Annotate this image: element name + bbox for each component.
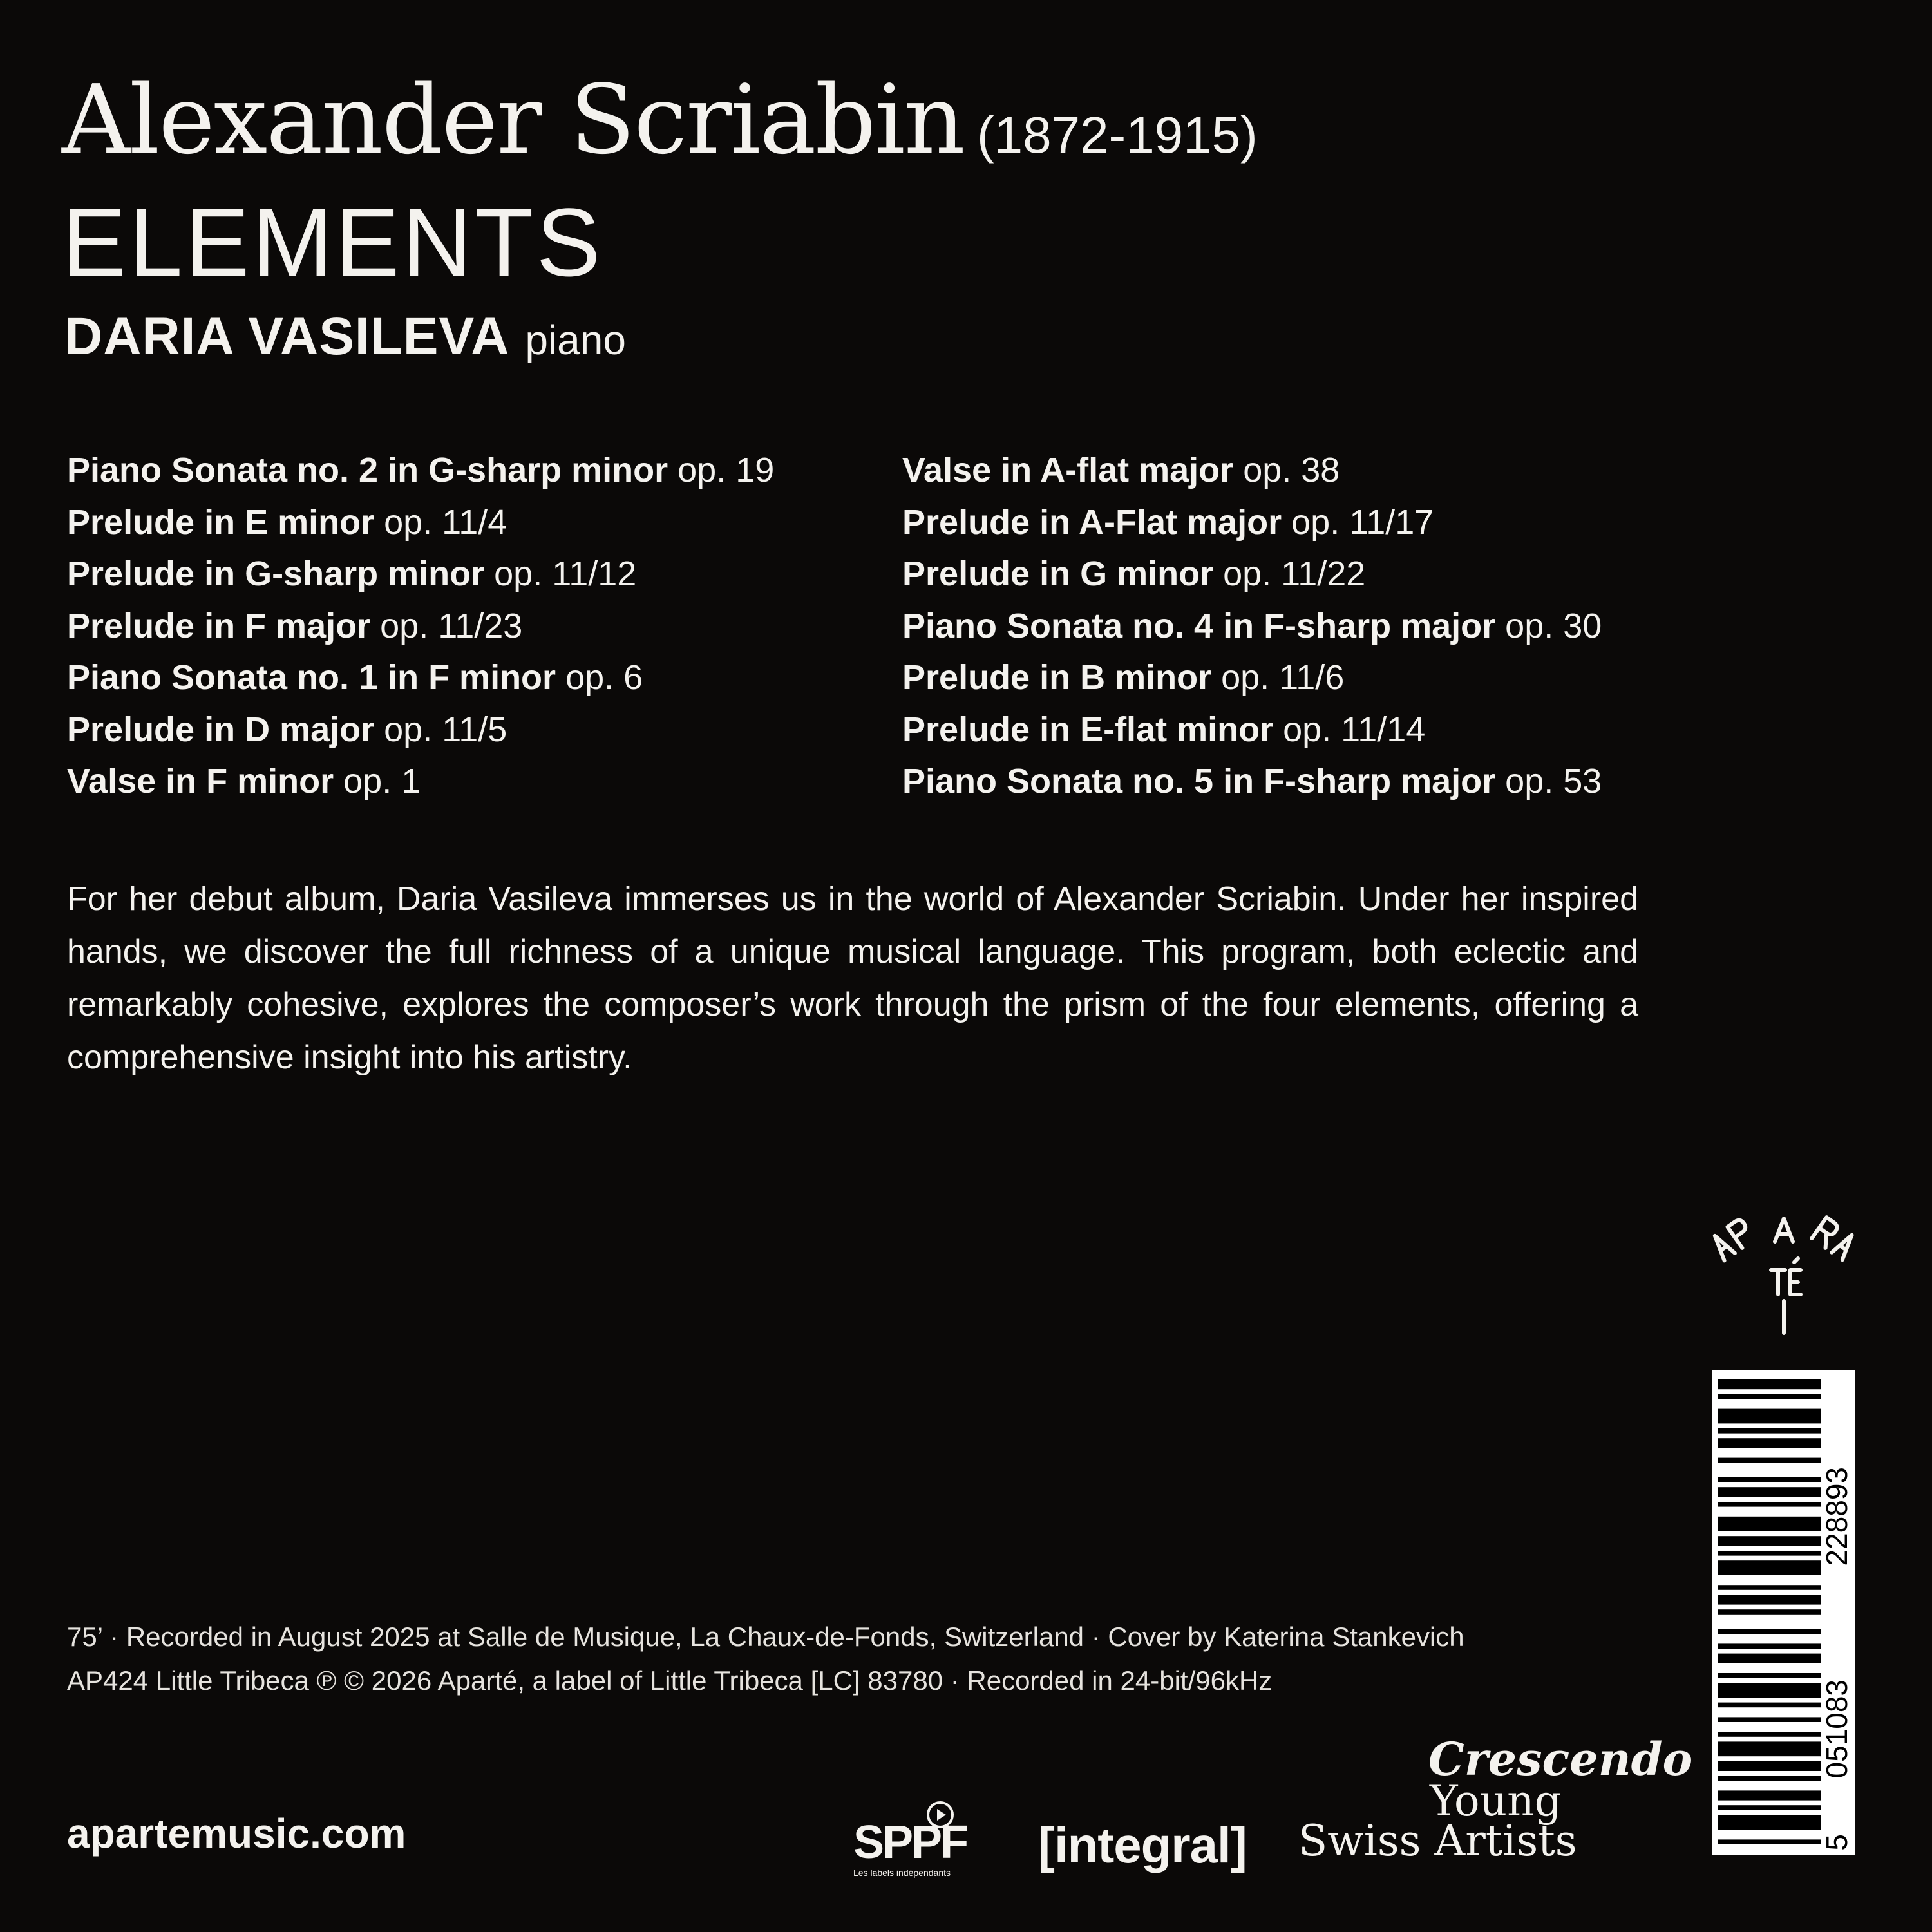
credits	[67, 1615, 1464, 1703]
play-icon	[927, 1801, 954, 1828]
track-title: Piano Sonata no. 4 in F-sharp major	[902, 606, 1496, 645]
track-item	[67, 600, 774, 652]
barcode-bar	[1718, 1643, 1821, 1649]
track-opus: op. 38	[1243, 451, 1340, 489]
track-item	[902, 444, 1602, 497]
track-item	[67, 444, 774, 497]
sppf-logo	[853, 1819, 982, 1890]
track-title: Piano Sonata no. 2 in G-sharp minor	[67, 451, 668, 489]
track-item	[67, 704, 774, 756]
track-item	[67, 497, 774, 549]
track-item	[67, 755, 774, 808]
barcode-digits-c: 5	[1820, 1834, 1853, 1851]
track-opus: op. 53	[1505, 762, 1602, 800]
barcode-bar	[1718, 1839, 1821, 1844]
barcode-bar	[1718, 1477, 1821, 1482]
track-opus: op. 11/14	[1283, 710, 1426, 749]
track-opus: op. 11/12	[494, 554, 637, 593]
barcode-digits-a: 228893	[1820, 1467, 1853, 1566]
track-opus: op. 1	[343, 762, 421, 800]
crescendo-logo-title: Crescendo	[1428, 1732, 1693, 1786]
barcode-bar	[1718, 1536, 1821, 1546]
track-opus: op. 11/22	[1223, 554, 1366, 593]
crescendo-logo	[1294, 1732, 1693, 1874]
composer-heading	[62, 64, 1258, 175]
album-title: ELEMENTS	[62, 188, 603, 296]
barcode-bar	[1718, 1379, 1821, 1389]
track-title: Piano Sonata no. 1 in F minor	[67, 658, 556, 697]
credits-line-1: 75’ · Recorded in August 2025 at Salle de Musique, La Chaux-de-Fonds, Switzerland · Cover by Katerina Stankevich	[67, 1622, 1464, 1652]
track-opus: op. 11/6	[1221, 658, 1345, 697]
track-opus: op. 30	[1505, 606, 1602, 645]
barcode-bar	[1718, 1438, 1821, 1448]
barcode-bar	[1718, 1595, 1821, 1604]
barcode-bar	[1718, 1560, 1821, 1575]
crescendo-logo-swiss-artists: Swiss Artists	[1298, 1816, 1577, 1866]
track-opus: op. 11/5	[384, 710, 507, 749]
track-title: Prelude in B minor	[902, 658, 1212, 697]
barcode-bar	[1718, 1741, 1821, 1756]
track-opus: op. 11/23	[380, 606, 523, 645]
track-title: Prelude in D major	[67, 710, 375, 749]
barcode-bar	[1718, 1805, 1821, 1810]
track-title: Prelude in G minor	[902, 554, 1214, 593]
tracklist-left	[67, 444, 774, 808]
track-title: Prelude in E-flat minor	[902, 710, 1274, 749]
track-item	[902, 497, 1602, 549]
barcode-bar	[1718, 1585, 1821, 1590]
website-link[interactable]: apartemusic.com	[67, 1810, 406, 1857]
track-item	[67, 652, 774, 704]
track-item	[902, 548, 1602, 600]
track-item	[902, 704, 1602, 756]
track-title: Valse in F minor	[67, 762, 334, 800]
track-title: Prelude in F major	[67, 606, 371, 645]
composer-dates: (1872-1915)	[976, 106, 1258, 164]
track-title: Prelude in E minor	[67, 502, 375, 542]
barcode	[1712, 1370, 1855, 1855]
performer-name: DARIA VASILEVA	[64, 307, 510, 366]
barcode-bar	[1718, 1776, 1821, 1781]
track-opus: op. 6	[565, 658, 643, 697]
barcode-bar	[1718, 1394, 1821, 1399]
barcode-digits-b: 051083	[1820, 1680, 1853, 1779]
track-opus: op. 19	[677, 451, 775, 489]
barcode-bar	[1718, 1703, 1821, 1708]
barcode-bar	[1718, 1790, 1821, 1800]
track-title: Piano Sonata no. 5 in F-sharp major	[902, 762, 1496, 800]
barcode-bar	[1718, 1629, 1821, 1634]
barcode-bar	[1718, 1409, 1821, 1424]
performer-line	[64, 307, 626, 367]
performer-instrument: piano	[525, 317, 626, 363]
barcode-bar	[1718, 1732, 1821, 1737]
track-item	[67, 548, 774, 600]
integral-logo: [integral]	[1038, 1817, 1247, 1873]
barcode-bar	[1718, 1502, 1821, 1507]
track-item	[902, 652, 1602, 704]
track-title: Prelude in G-sharp minor	[67, 554, 485, 593]
sppf-logo-text: SPPF	[853, 1817, 967, 1868]
crescendo-logo-young: Young	[1430, 1776, 1562, 1826]
barcode-bar	[1718, 1551, 1821, 1556]
credits-line-2: AP424 Little Tribeca ℗ © 2026 Aparté, a label of Little Tribeca [LC] 83780 · Recorded in 24-bit/96kHz	[67, 1665, 1273, 1696]
barcode-bar	[1718, 1761, 1821, 1771]
barcode-bar	[1718, 1654, 1821, 1663]
track-opus: op. 11/4	[384, 502, 507, 542]
barcode-bar	[1718, 1815, 1821, 1830]
tracklist-right	[902, 444, 1602, 808]
track-opus: op. 11/17	[1291, 502, 1434, 542]
barcode-bar	[1718, 1428, 1821, 1434]
album-description: For her debut album, Daria Vasileva immerses us in the world of Alexander Scriabin. Under her inspired hands, we discover the full richness of a unique musical language. This program, both eclectic and remarkably cohesive, explores the composer’s work through the prism of the four elements, offering a comprehensive insight into his artistry.	[67, 880, 1638, 1076]
track-title: Valse in A-flat major	[902, 451, 1234, 489]
barcode-bar	[1718, 1458, 1821, 1463]
barcode-bar	[1718, 1683, 1821, 1698]
barcode-bar	[1718, 1717, 1821, 1722]
track-item	[902, 755, 1602, 808]
sppf-logo-subtitle: Les labels indépendants	[853, 1868, 951, 1878]
barcode-bar	[1718, 1517, 1821, 1531]
track-item	[902, 600, 1602, 652]
barcode-bar	[1718, 1673, 1821, 1678]
barcode-bar	[1718, 1487, 1821, 1497]
composer-name: Alexander Scriabin	[62, 64, 964, 175]
barcode-bar	[1718, 1609, 1821, 1615]
track-title: Prelude in A-Flat major	[902, 502, 1282, 542]
aparte-logo	[1700, 1191, 1868, 1346]
